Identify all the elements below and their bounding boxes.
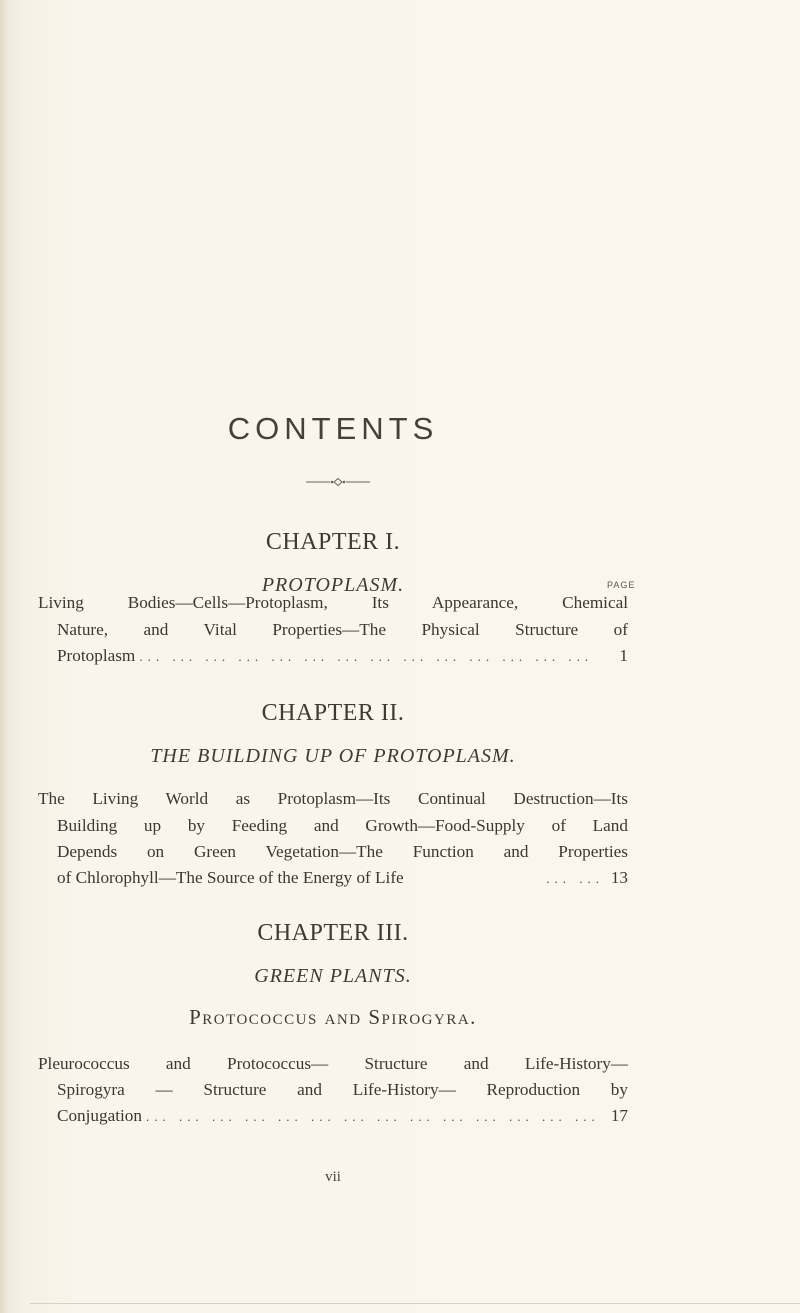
chapter-3-section-title: Protococcus and Spirogyra. bbox=[189, 1005, 477, 1029]
chapter-3-page-number: 17 bbox=[610, 1106, 628, 1125]
page-column-label: PAGE bbox=[607, 580, 636, 590]
chapter-2-page-number: 13 bbox=[610, 868, 628, 887]
chapter-2-title: CHAPTER II. bbox=[261, 700, 405, 726]
ornament-divider bbox=[306, 478, 370, 486]
chapter-2-entry-last bbox=[57, 868, 628, 888]
chapter-3-subtitle: GREEN PLANTS. bbox=[254, 965, 412, 987]
chapter-2-line-3: Depends on Green Vegetation—The Function and Properties bbox=[57, 842, 628, 861]
chapter-1-line-1: Living Bodies—Cells—Protoplasm, Its Appearance, Chemical bbox=[38, 593, 628, 612]
chapter-2-line-2: Building up by Feeding and Growth—Food-Supply of Land bbox=[57, 816, 628, 835]
chapter-1-line-2: Nature, and Vital Properties—The Physical Structure of bbox=[57, 620, 628, 639]
chapter-3-line-3: Conjugation bbox=[57, 1106, 142, 1125]
chapter-1-line-3: Protoplasm bbox=[57, 646, 136, 665]
bottom-edge-line bbox=[30, 1303, 800, 1304]
dot-leader: ... ... bbox=[546, 871, 604, 886]
dot-leader: ... ... ... ... ... ... ... ... ... ... ... ... ... ... bbox=[139, 649, 594, 664]
page-folio-number: vii bbox=[325, 1169, 341, 1185]
page-title: CONTENTS bbox=[227, 411, 439, 446]
chapter-3-title: CHAPTER III. bbox=[257, 920, 409, 946]
chapter-3-line-1: Pleurococcus and Protococcus— Structure and Life-History— bbox=[38, 1054, 628, 1073]
dot-leader: ... ... ... ... ... ... ... ... ... ... ... ... ... ... bbox=[145, 1109, 600, 1124]
page-edge-shadow bbox=[0, 0, 8, 1313]
chapter-1-title: CHAPTER I. bbox=[265, 529, 401, 555]
chapter-1-entry-last bbox=[57, 646, 628, 666]
chapter-3-entry-last bbox=[57, 1106, 628, 1126]
chapter-3-line-2: Spirogyra — Structure and Life-History— Reproduction by bbox=[57, 1080, 628, 1099]
chapter-2-line-1: The Living World as Protoplasm—Its Continual Destruction—Its bbox=[38, 789, 628, 808]
chapter-2-subtitle: THE BUILDING UP OF PROTOPLASM. bbox=[150, 745, 516, 767]
chapter-1-subtitle: PROTOPLASM. bbox=[261, 574, 405, 596]
chapter-2-line-4: of Chlorophyll—The Source of the Energy of Life bbox=[57, 868, 404, 887]
chapter-1-page-number: 1 bbox=[619, 646, 628, 665]
